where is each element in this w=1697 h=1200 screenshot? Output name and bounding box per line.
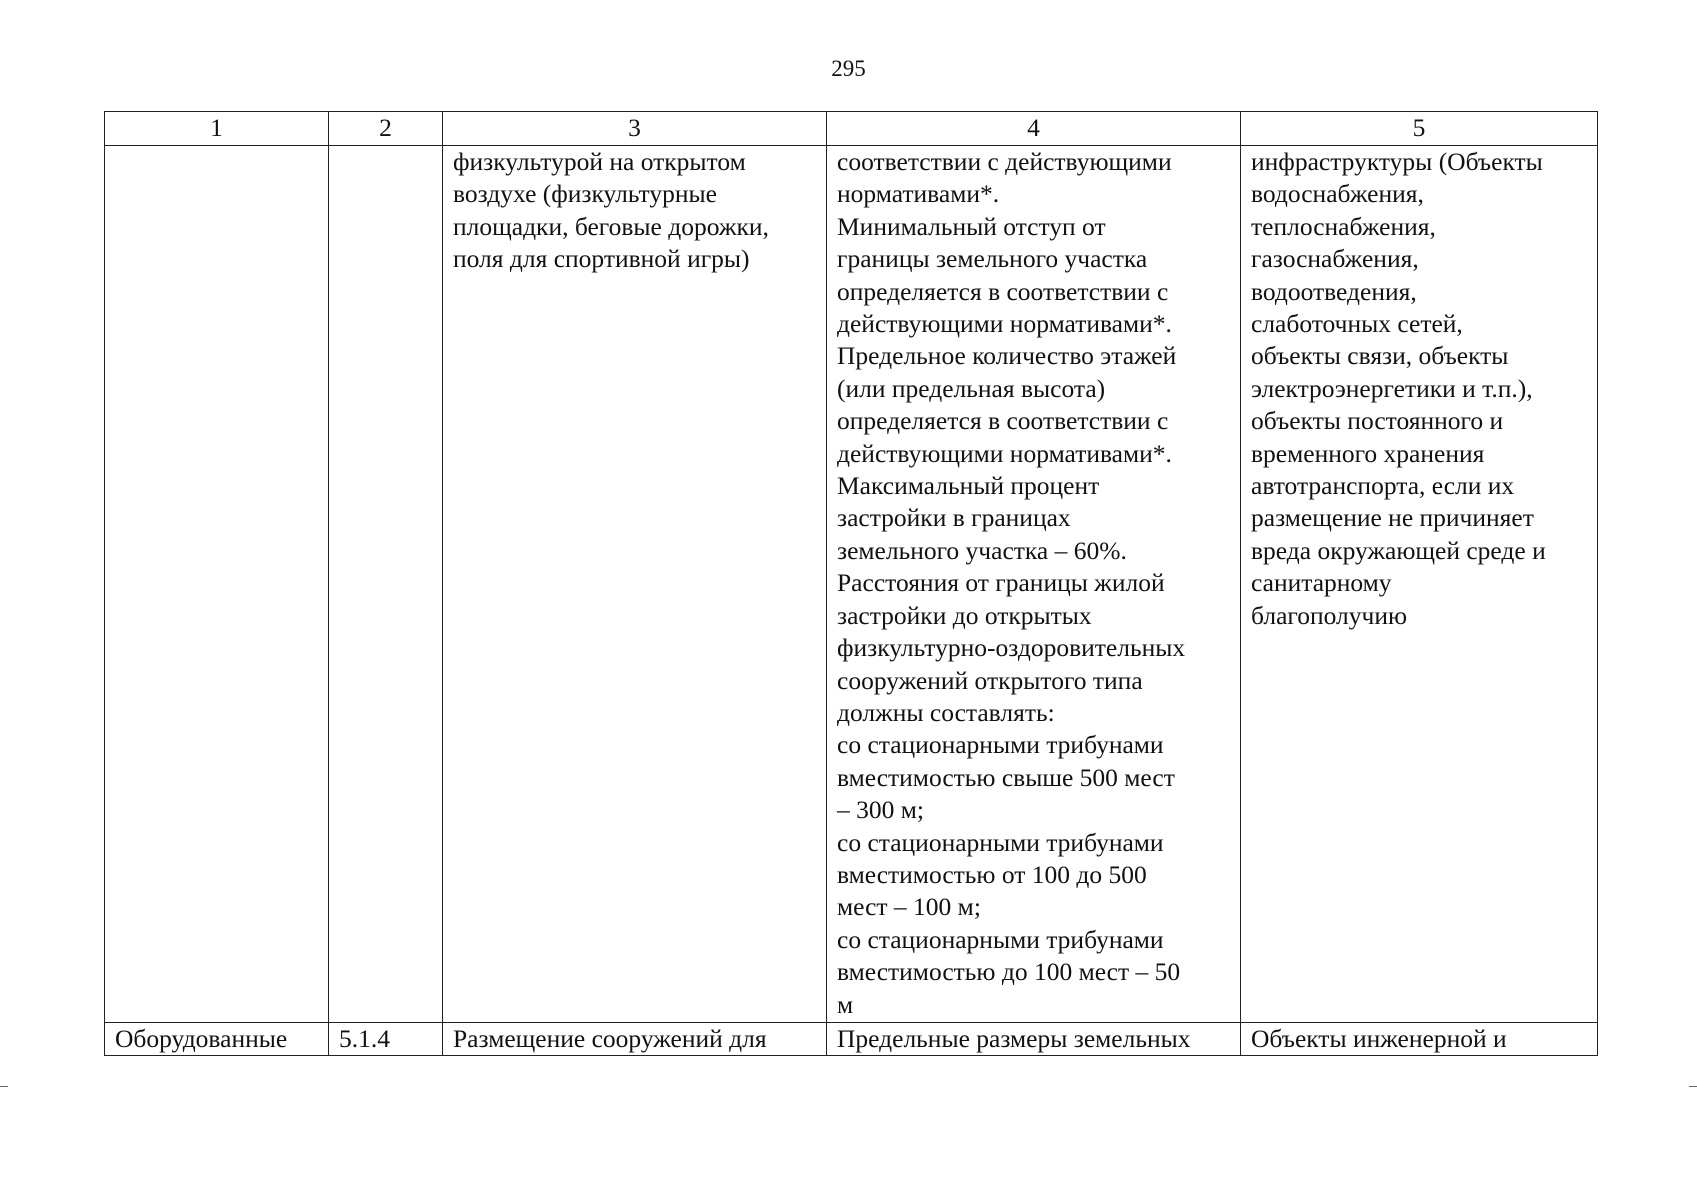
column-header-1: 1 bbox=[105, 112, 329, 146]
cell-auxiliary-uses: инфраструктуры (Объекты водоснабжения, теплоснабжения, газоснабжения, водоотведения, слаботочных сетей, объекты связи, объекты электроэнергетики и т.п.), объекты постоянного и временного хранения автотранспорта, если их размещение не причиняет вреда окружающей среде и санитарному благополучию bbox=[1241, 146, 1598, 1023]
column-header-4: 4 bbox=[827, 112, 1241, 146]
cell-land-use-name bbox=[105, 146, 329, 1023]
land-use-table bbox=[104, 111, 1598, 1056]
scan-edge-mark-left bbox=[0, 1086, 8, 1087]
cell-land-use-name: Оборудованные bbox=[105, 1023, 329, 1056]
cell-description: Размещение сооружений для bbox=[443, 1023, 827, 1056]
column-header-3: 3 bbox=[443, 112, 827, 146]
scan-edge-mark-right bbox=[1689, 1086, 1697, 1087]
cell-parameters: соответствии с действующими нормативами*. Минимальный отступ от границы земельного участка определяется в соответствии с действующими нормативами*. Предельное количество этажей (или предельная высота) определяется в соответствии с действующими нормативами*. Максимальный процент застройки в границах земельного участка – 60%. Расстояния от границы жилой застройки до открытых физкультурно-оздоровительных сооружений открытого типа должны составлять: со стационарными трибунами вместимостью свыше 500 мест – 300 м; со стационарными трибунами вместимостью от 100 до 500 мест – 100 м; со стационарными трибунами вместимостью до 100 мест – 50 м bbox=[827, 146, 1241, 1023]
column-header-5: 5 bbox=[1241, 112, 1598, 146]
cell-parameters: Предельные размеры земельных bbox=[827, 1023, 1241, 1056]
table-header-row bbox=[105, 112, 1598, 146]
page-number: 295 bbox=[831, 56, 866, 81]
cell-code: 5.1.4 bbox=[329, 1023, 443, 1056]
cell-code bbox=[329, 146, 443, 1023]
column-header-2: 2 bbox=[329, 112, 443, 146]
cell-auxiliary-uses: Объекты инженерной и bbox=[1241, 1023, 1598, 1056]
table-row bbox=[105, 1023, 1598, 1056]
table-row bbox=[105, 146, 1598, 1023]
cell-description: физкультурой на открытом воздухе (физкультурные площадки, беговые дорожки, поля для спортивной игры) bbox=[443, 146, 827, 1023]
